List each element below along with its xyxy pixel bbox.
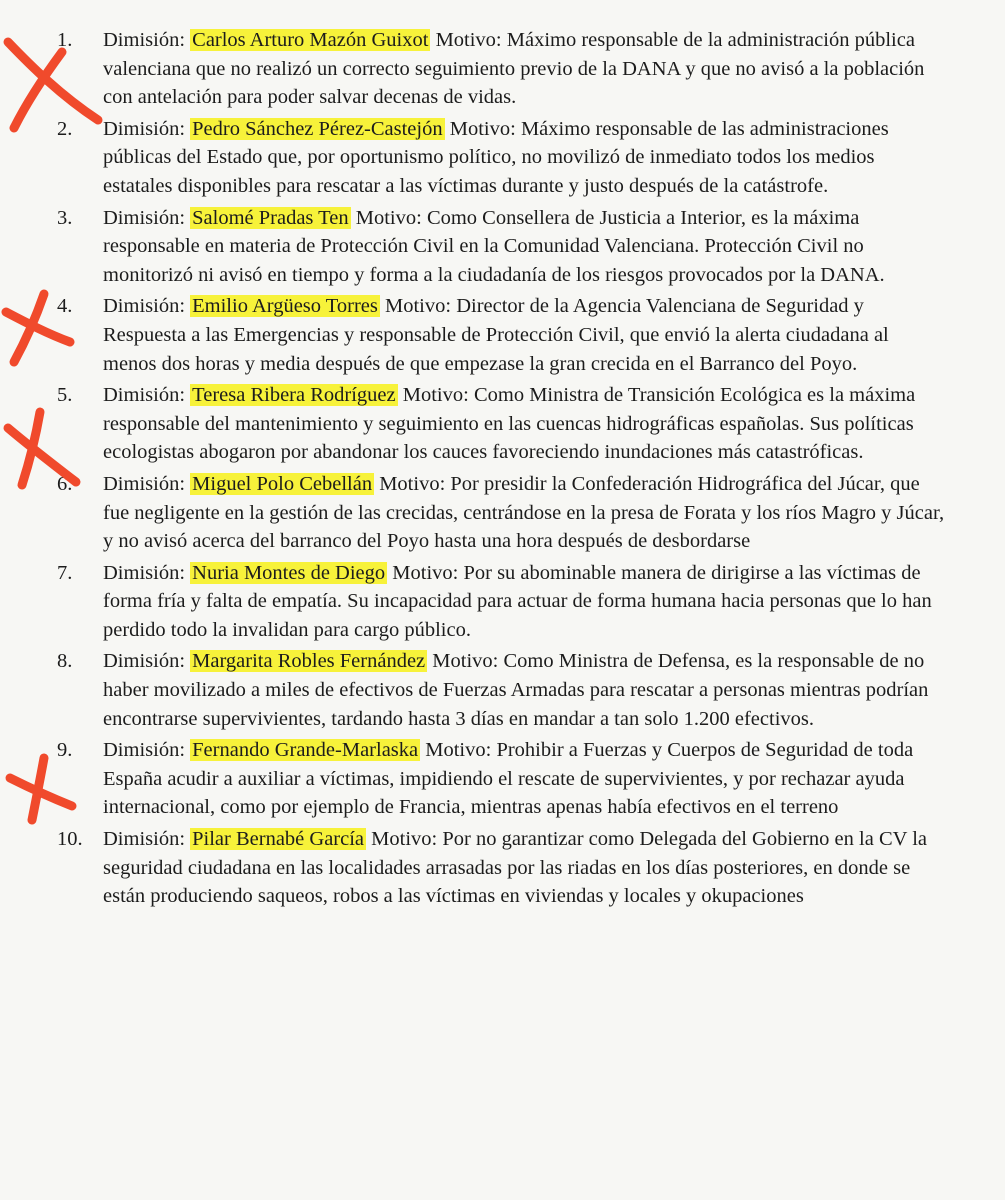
motivo-text: Prohibir a Fuerzas y Cuerpos de Seguridad de toda España acudir a auxiliar a víctimas, impidiendo el rescate de supervivientes, y por rechazar ayuda internacional, como por ejemplo de Francia, mientras apenas había efectivos en el terreno: [103, 739, 914, 819]
motivo-text: Como Consellera de Justicia a Interior, es la máxima responsable en materia de Protección Civil en la Comunidad Valenciana. Protección Civil no monitorizó ni avisó en tiempo y forma a la ciudadanía de los riesgos provocados por la DANA.: [103, 206, 885, 286]
dimision-label: Dimisión:: [103, 828, 186, 851]
document-page: [0, 26, 1005, 914]
list-item-3: [0, 204, 1005, 290]
motivo-label: Motivo:: [384, 295, 452, 318]
highlighted-name: Miguel Polo Cebellán: [192, 472, 373, 495]
item-number: 2.: [57, 117, 73, 140]
dimision-label: Dimisión:: [103, 650, 186, 673]
highlighted-name: Fernando Grande-Marlaska: [192, 739, 419, 762]
motivo-label: Motivo:: [371, 828, 438, 851]
motivo-label: Motivo:: [435, 29, 502, 51]
motivo-text: Por presidir la Confederación Hidrográfica del Júcar, que fue negligente en la gestión de las crecidas, centrándose en la presa de Forata y los ríos Magro y Júcar, y no avisó acerca del barranco del Poyo hasta una hora después de desbordarse: [103, 472, 945, 553]
item-number: 9.: [57, 739, 73, 762]
item-number: 10.: [57, 828, 83, 851]
dimision-label: Dimisión:: [103, 117, 186, 140]
item-number: 3.: [57, 206, 73, 229]
motivo-label: Motivo:: [402, 384, 469, 407]
item-number: 5.: [57, 384, 73, 407]
list-item-1: [0, 26, 1005, 112]
item-number: 6.: [57, 472, 73, 495]
list-item-2: [0, 115, 1005, 201]
dimision-label: Dimisión:: [103, 472, 186, 495]
motivo-label: Motivo:: [355, 206, 422, 229]
list-item-5: [0, 381, 1005, 467]
highlighted-name: Nuria Montes de Diego: [192, 561, 386, 584]
highlighted-name: Carlos Arturo Mazón Guixot: [192, 29, 429, 51]
highlighted-name: Emilio Argüeso Torres: [192, 295, 378, 318]
item-number: 1.: [57, 29, 73, 51]
list-item-10: [0, 825, 1005, 911]
item-number: 8.: [57, 650, 73, 673]
item-number: 4.: [57, 295, 73, 318]
motivo-label: Motivo:: [379, 472, 446, 495]
dimision-label: Dimisión:: [103, 29, 186, 51]
list-item-7: [0, 559, 1005, 645]
motivo-label: Motivo:: [449, 117, 516, 140]
motivo-text: Máximo responsable de las administraciones públicas del Estado que, por oportunismo político, no movilizó de inmediato todos los medios estatales disponibles para rescatar a las víctimas durante y justo después de la catástrofe.: [103, 117, 889, 197]
dimision-label: Dimisión:: [103, 206, 186, 229]
motivo-label: Motivo:: [392, 561, 459, 584]
motivo-text: Por no garantizar como Delegada del Gobierno en la CV la seguridad ciudadana en las localidades arrasadas por las riadas en los días posteriores, en donde se están produciendo saqueos, robos a las víctimas en viviendas y locales y okupaciones: [103, 828, 927, 908]
dimision-label: Dimisión:: [103, 739, 186, 762]
highlighted-name: Pilar Bernabé García: [192, 828, 365, 851]
highlighted-name: Margarita Robles Fernández: [192, 650, 426, 673]
motivo-text: Como Ministra de Defensa, es la responsable de no haber movilizado a miles de efectivos de Fuerzas Armadas para rescatar a personas mientras podrían encontrarse supervivientes, tardando hasta 3 días en mandar a tan solo 1.200 efectivos.: [103, 650, 929, 730]
dimision-label: Dimisión:: [103, 561, 186, 584]
motivo-label: Motivo:: [425, 739, 492, 762]
dimision-label: Dimisión:: [103, 384, 186, 407]
motivo-label: Motivo:: [432, 650, 499, 673]
motivo-text: Máximo responsable de la administración pública valenciana que no realizó un correcto seguimiento previo de la DANA y que no avisó a la población con antelación para poder salvar decenas de vidas.: [103, 29, 925, 109]
motivo-text: Por su abominable manera de dirigirse a las víctimas de forma fría y falta de empatía. Su incapacidad para actuar de forma humana hacia personas que lo han perdido todo la invalidan para cargo público.: [103, 561, 932, 641]
motivo-text: Director de la Agencia Valenciana de Seguridad y Respuesta a las Emergencias y responsable de Protección Civil, que envió la alerta ciudadana al menos dos horas y media después de que empezase la gran crecida en el Barranco del Poyo.: [103, 295, 889, 375]
list-item-4: [0, 292, 1005, 378]
highlighted-name: Pedro Sánchez Pérez-Castejón: [192, 117, 443, 140]
dimision-label: Dimisión:: [103, 295, 186, 318]
motivo-text: Como Ministra de Transición Ecológica es la máxima responsable del mantenimiento y seguimiento en las cuencas hidrográficas españolas. Sus políticas ecologistas abogaron por abandonar los cauces favoreciendo inundaciones más catastróficas.: [103, 384, 916, 464]
highlighted-name: Salomé Pradas Ten: [192, 206, 349, 229]
item-number: 7.: [57, 561, 73, 584]
list-item-6: [0, 470, 1005, 556]
list-item-8: [0, 647, 1005, 733]
highlighted-name: Teresa Ribera Rodríguez: [192, 384, 396, 407]
list-item-9: [0, 736, 1005, 822]
